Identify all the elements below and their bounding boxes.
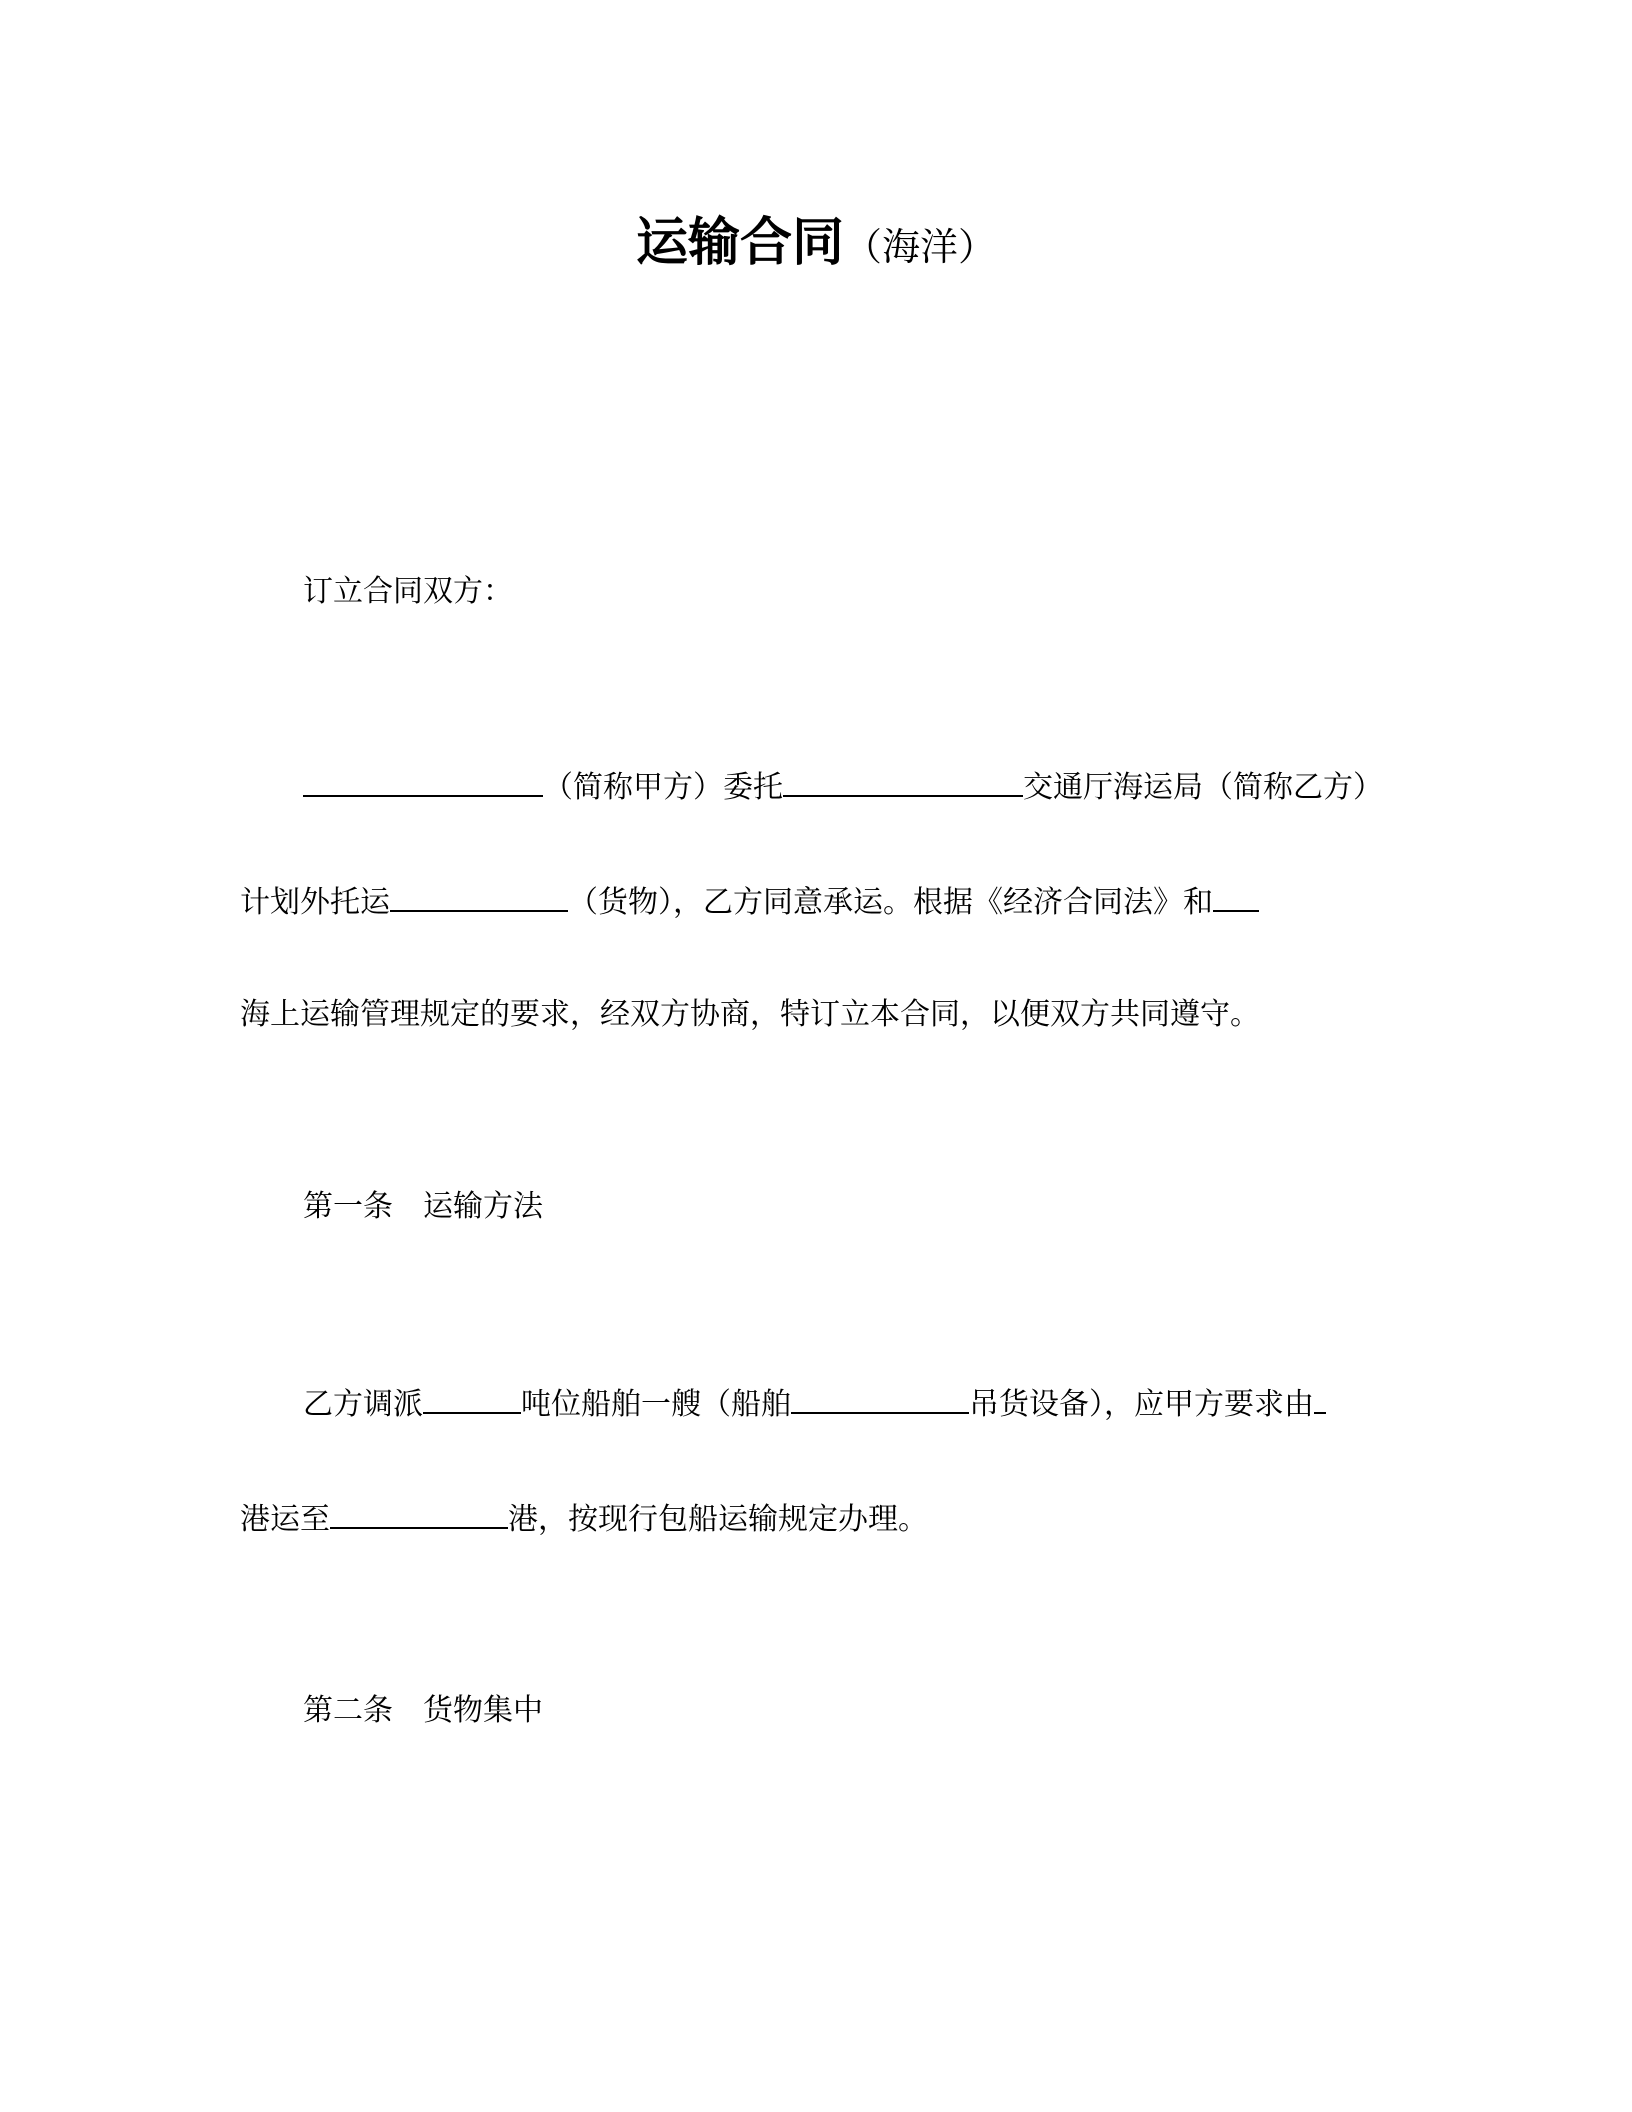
text-segment: 交通厅海运局（简称乙方）: [1023, 770, 1383, 805]
blank-origin-port: [1314, 1382, 1326, 1414]
blank-equipment: [791, 1382, 969, 1414]
title-main: 运输合同: [635, 213, 844, 273]
article-1-line-2: [240, 1497, 928, 1540]
paragraph-1-line-1: [303, 765, 1383, 808]
text-segment: 吊货设备），应甲方要求由: [969, 1387, 1314, 1422]
paragraph-1-line-2: [240, 880, 1259, 923]
text-segment: 港，按现行包船运输规定办理。: [508, 1502, 928, 1537]
text-segment: 港运至: [240, 1502, 330, 1537]
blank-tonnage: [423, 1382, 521, 1414]
paragraph-1-line-3: 海上运输管理规定的要求，经双方协商，特订立本合同，以便双方共同遵守。: [240, 997, 1260, 1032]
article-1-heading: 第一条 运输方法: [303, 1189, 543, 1224]
article-1-line-1: [303, 1382, 1326, 1425]
blank-goods: [390, 880, 568, 912]
text-segment: 乙方调派: [303, 1387, 423, 1422]
text-segment: （货物），乙方同意承运。根据《经济合同法》和: [568, 885, 1213, 920]
blank-province: [783, 765, 1023, 797]
text-segment: 吨位船舶一艘（船舶: [521, 1387, 791, 1422]
document-title: [0, 200, 1632, 275]
text-segment: （简称甲方）委托: [543, 770, 783, 805]
blank-party-a: [303, 765, 543, 797]
article-2-heading: 第二条 货物集中: [303, 1693, 543, 1728]
title-sub: （海洋）: [844, 225, 997, 269]
text-segment: 计划外托运: [240, 885, 390, 920]
blank-regulation: [1213, 880, 1259, 912]
blank-destination-port: [330, 1497, 508, 1529]
parties-heading: 订立合同双方：: [303, 574, 513, 609]
